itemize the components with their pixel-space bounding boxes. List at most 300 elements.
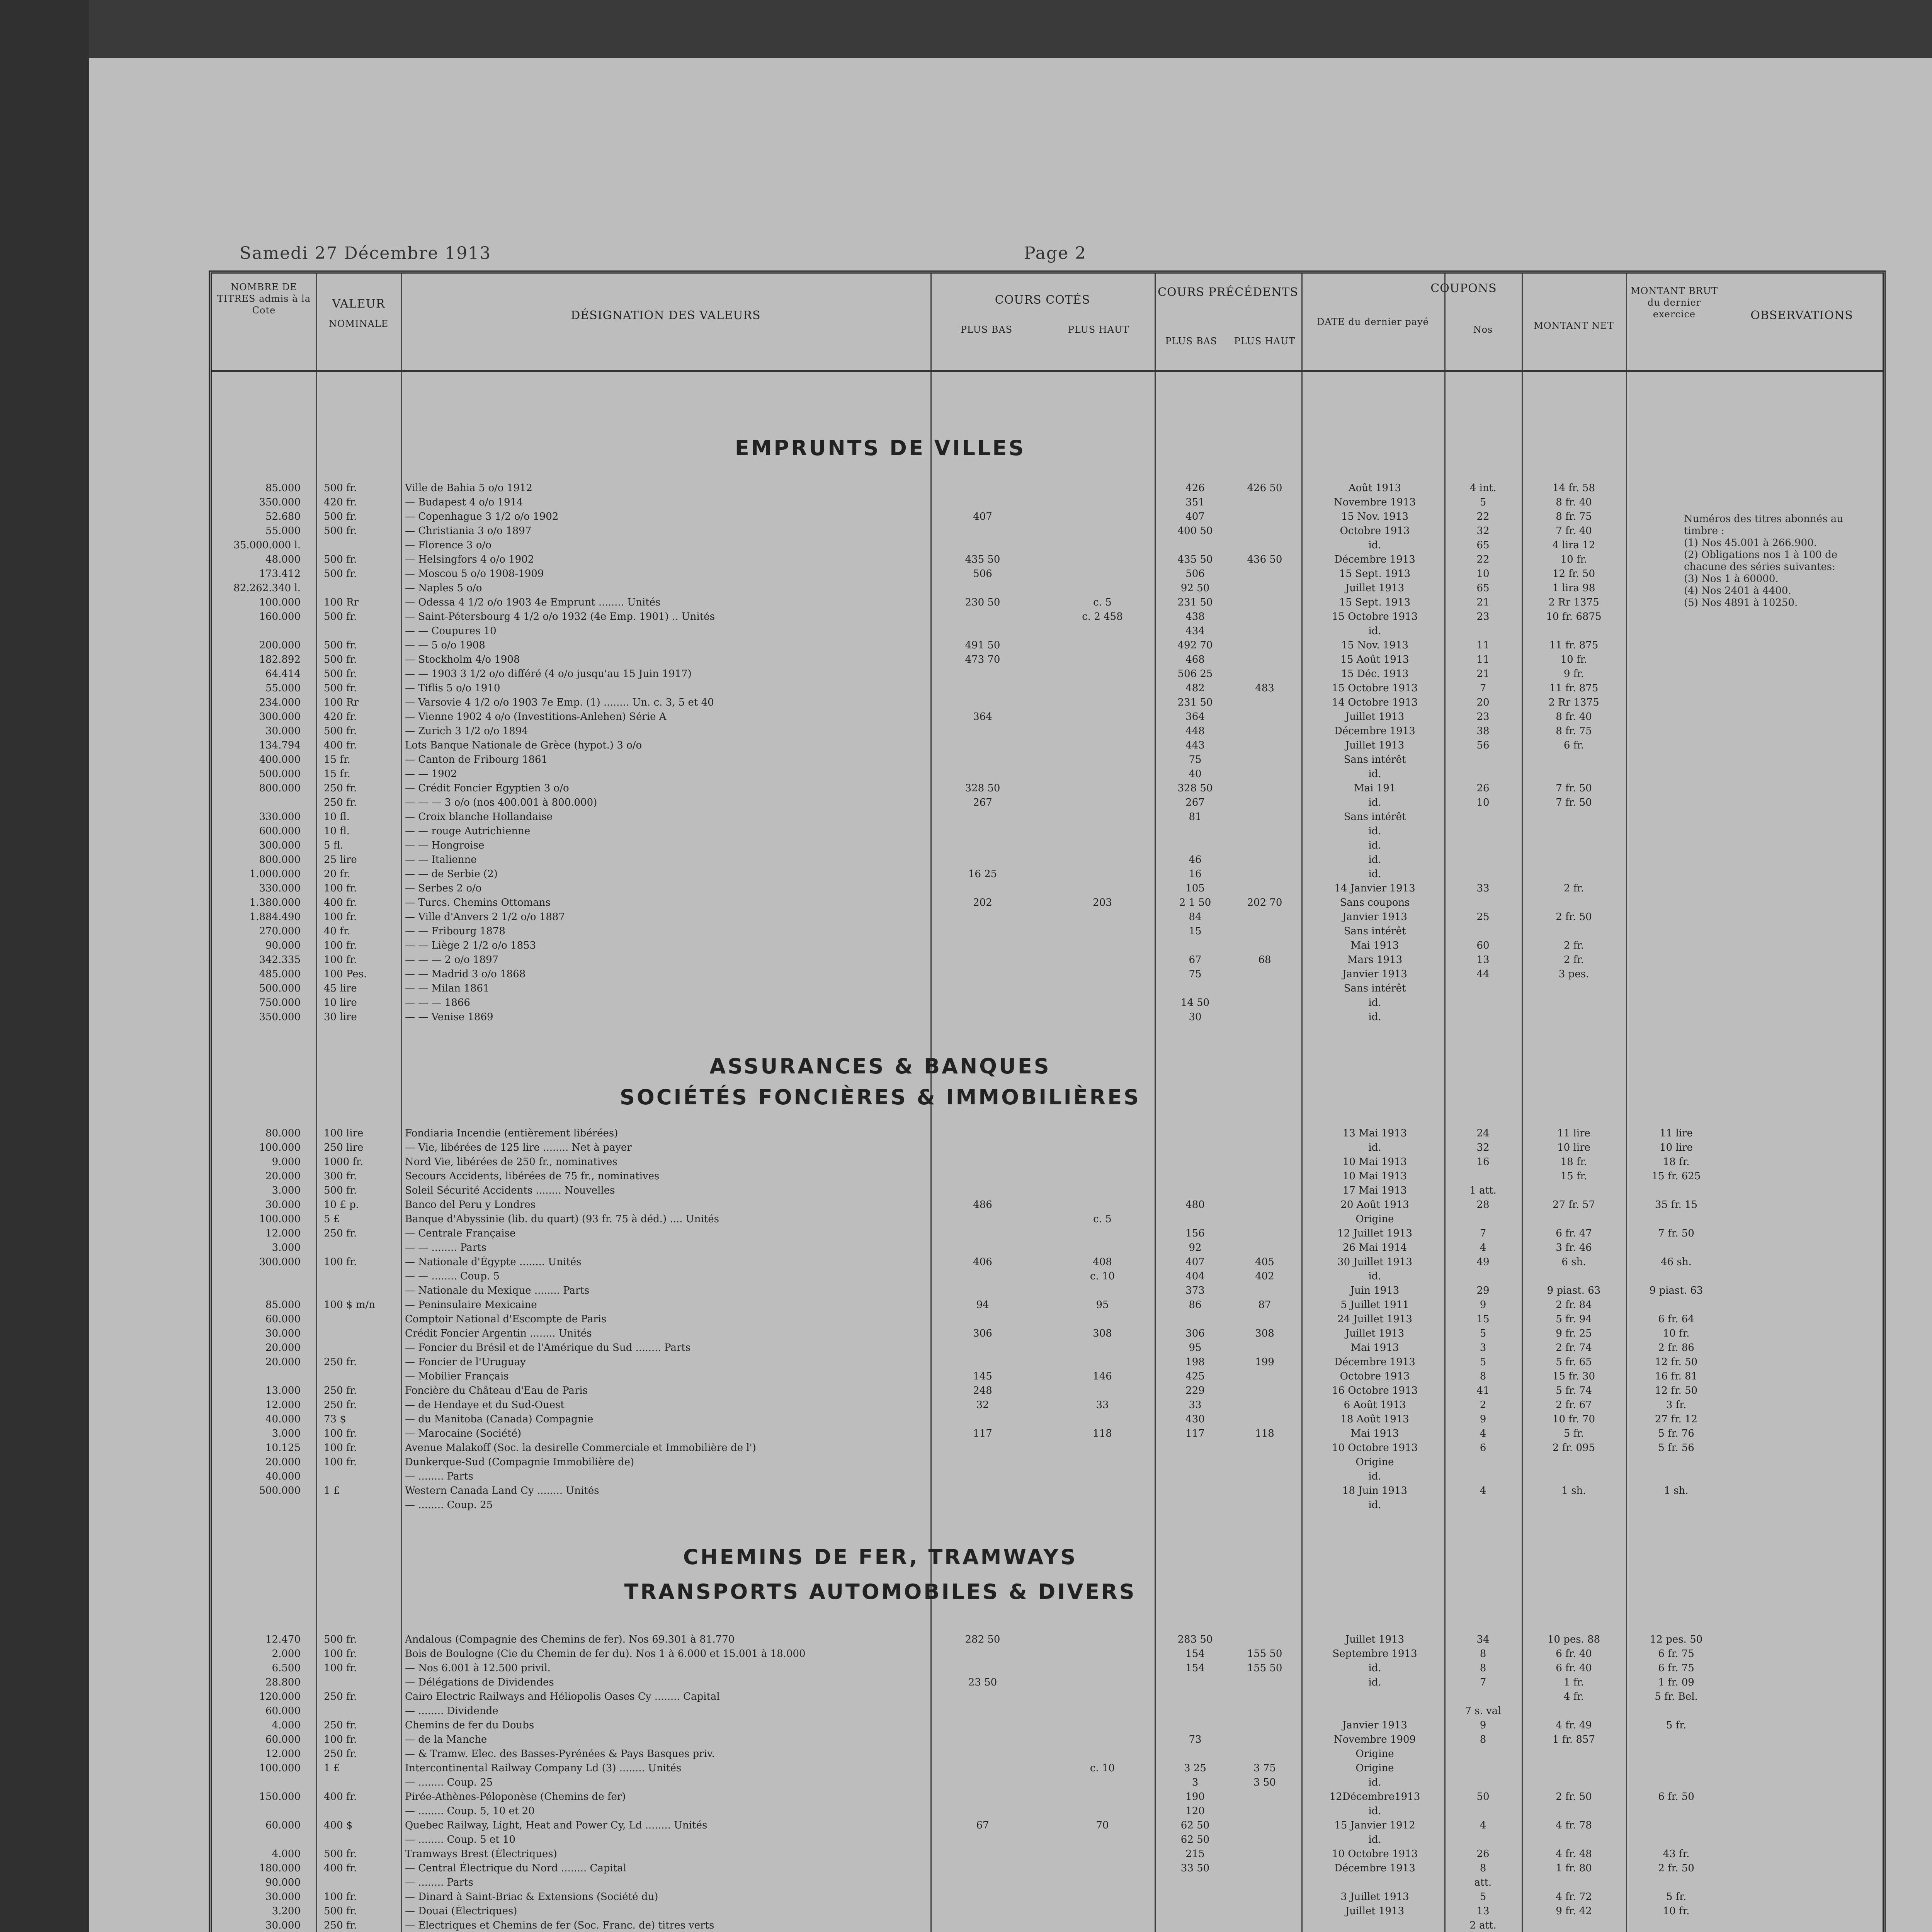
row-prec-bas: 16 <box>1189 868 1202 880</box>
row-coupon-no: 2 <box>1480 1399 1486 1411</box>
col-prec-bas: PLUS BAS <box>1165 336 1218 347</box>
row-designation: — Délégations de Dividendes <box>405 1677 554 1688</box>
table-row <box>212 911 1883 923</box>
table-row <box>212 1648 1883 1660</box>
row-nombre: 300.000 <box>259 1256 301 1268</box>
table-row <box>212 1877 1883 1888</box>
row-designation: Crédit Foncier Argentin ........ Unités <box>405 1328 592 1339</box>
row-coupon-no: 11 <box>1476 654 1490 665</box>
row-montant-brut: 7 fr. 50 <box>1658 1228 1694 1239</box>
row-coupon-date: id. <box>1368 1677 1381 1688</box>
row-designation: — de la Manche <box>405 1734 487 1745</box>
row-nombre: 30.000 <box>265 1920 301 1931</box>
row-nombre: 3.200 <box>272 1905 301 1917</box>
row-valeur: 5 £ <box>324 1213 340 1225</box>
row-prec-bas: 154 <box>1185 1648 1205 1660</box>
row-nombre: 12.470 <box>265 1634 301 1645</box>
row-valeur: 250 fr. <box>324 1356 357 1368</box>
col-nos: Nos <box>1473 324 1493 335</box>
row-designation: — Foncier du Brésil et de l'Amérique du Sud ........ Parts <box>405 1342 691 1354</box>
row-coupon-date: Mai 191 <box>1354 782 1396 794</box>
row-coupon-no: 32 <box>1476 525 1490 537</box>
row-designation: — Zurich 3 1/2 o/o 1894 <box>405 725 528 737</box>
row-coupon-no: 25 <box>1476 911 1490 923</box>
row-nombre: 60.000 <box>265 1705 301 1717</box>
row-coupon-no: 33 <box>1476 883 1490 894</box>
row-nombre: 60.000 <box>265 1820 301 1831</box>
row-valeur: 100 fr. <box>324 1256 357 1268</box>
row-prec-haut: 199 <box>1255 1356 1274 1368</box>
row-nombre: 180.000 <box>259 1862 301 1874</box>
row-designation: — Nos 6.001 à 12.500 privil. <box>405 1662 551 1674</box>
row-nombre: 40.000 <box>265 1471 301 1482</box>
row-cours-haut: 70 <box>1096 1820 1109 1831</box>
row-prec-bas: 400 50 <box>1177 525 1213 537</box>
row-montant-brut: 16 fr. 81 <box>1655 1371 1698 1382</box>
row-designation: — Copenhague 3 1/2 o/o 1902 <box>405 511 559 522</box>
row-coupon-date: id. <box>1368 1142 1381 1153</box>
row-nombre: 20.000 <box>265 1356 301 1368</box>
table-row <box>212 1862 1883 1874</box>
row-cours-bas: 506 <box>973 568 992 580</box>
row-coupon-date: 18 Juin 1913 <box>1342 1485 1407 1497</box>
row-coupon-no: 10 <box>1476 568 1490 580</box>
row-nombre: 2.000 <box>272 1648 301 1660</box>
row-coupon-no: 26 <box>1476 782 1490 794</box>
row-coupon-date: 6 Août 1913 <box>1344 1399 1406 1411</box>
row-coupon-no: 13 <box>1476 954 1490 966</box>
table-row <box>212 1662 1883 1674</box>
row-montant-net: 2 fr. 74 <box>1556 1342 1592 1354</box>
row-coupon-no: 6 <box>1480 1442 1486 1454</box>
row-valeur: 250 fr. <box>324 782 357 794</box>
row-nombre: 100.000 <box>259 1762 301 1774</box>
row-designation: — Central Électrique du Nord ........ Capital <box>405 1862 627 1874</box>
row-nombre: 200.000 <box>259 639 301 651</box>
table-row <box>212 654 1883 665</box>
row-cours-bas: 435 50 <box>965 554 1000 565</box>
row-coupon-date: Mars 1913 <box>1347 954 1403 966</box>
row-nombre: 270.000 <box>259 925 301 937</box>
row-montant-net: 6 sh. <box>1561 1256 1586 1268</box>
row-nombre: 20.000 <box>265 1456 301 1468</box>
row-designation: — — Coupures 10 <box>405 625 497 637</box>
row-nombre: 4.000 <box>272 1719 301 1731</box>
row-designation: — Vienne 1902 4 o/o (Investitions-Anlehen) Série A <box>405 711 667 723</box>
row-coupon-date: Sans coupons <box>1340 897 1410 908</box>
row-valeur: 100 fr. <box>324 1456 357 1468</box>
row-prec-bas: 120 <box>1185 1805 1205 1817</box>
table-row <box>212 539 1883 551</box>
row-montant-brut: 3 fr. <box>1666 1399 1687 1411</box>
row-cours-bas: 267 <box>973 797 992 808</box>
row-montant-net: 11 fr. 875 <box>1549 682 1599 694</box>
row-prec-haut: 202 70 <box>1247 897 1282 908</box>
row-montant-net: 10 lire <box>1557 1142 1590 1153</box>
row-valeur: 400 fr. <box>324 1862 357 1874</box>
row-coupon-date: id. <box>1368 840 1381 851</box>
table-row <box>212 1242 1883 1253</box>
col-prec-haut: PLUS HAUT <box>1234 336 1296 347</box>
row-montant-brut: 6 fr. 75 <box>1658 1648 1694 1660</box>
row-valeur: 40 fr. <box>324 925 350 937</box>
row-coupon-date: Octobre 1913 <box>1340 525 1410 537</box>
row-nombre: 500.000 <box>259 983 301 994</box>
row-designation: — Nationale d'Égypte ........ Unités <box>405 1256 582 1268</box>
row-nombre: 48.000 <box>265 554 301 565</box>
row-nombre: 3.000 <box>272 1185 301 1196</box>
row-montant-net: 1 lira 98 <box>1552 582 1595 594</box>
row-nombre: 500.000 <box>259 768 301 780</box>
table-row <box>212 754 1883 765</box>
row-prec-haut: 68 <box>1258 954 1271 966</box>
row-valeur: 100 fr. <box>324 1648 357 1660</box>
table-row <box>212 1011 1883 1023</box>
section-title: TRANSPORTS AUTOMOBILES & DIVERS <box>624 1580 1136 1604</box>
row-designation: — — Italienne <box>405 854 477 866</box>
row-cours-bas: 248 <box>973 1385 992 1396</box>
row-coupon-no: 38 <box>1476 725 1490 737</box>
row-montant-net: 9 fr. 25 <box>1556 1328 1592 1339</box>
table-row <box>212 825 1883 837</box>
table-row <box>212 1748 1883 1760</box>
row-coupon-date: Mai 1913 <box>1350 1428 1399 1439</box>
row-montant-brut: 15 fr. 625 <box>1651 1170 1701 1182</box>
row-nombre: 60.000 <box>265 1734 301 1745</box>
row-nombre: 10.125 <box>265 1442 301 1454</box>
table-row <box>212 968 1883 980</box>
table-row <box>212 1199 1883 1211</box>
row-designation: — — — 1866 <box>405 997 470 1009</box>
table-row <box>212 925 1883 937</box>
row-valeur: 10 fl. <box>324 825 350 837</box>
row-valeur: 250 fr. <box>324 1920 357 1931</box>
row-coupon-no: 10 <box>1476 797 1490 808</box>
col-valeur: VALEUR <box>332 297 385 311</box>
row-coupon-date: Juillet 1913 <box>1345 711 1405 723</box>
row-coupon-date: Novembre 1913 <box>1333 497 1416 508</box>
col-date: DATE du dernier payé <box>1317 316 1429 327</box>
row-prec-bas: 14 50 <box>1180 997 1210 1009</box>
row-coupon-date: 14 Octobre 1913 <box>1332 697 1418 708</box>
row-valeur: 100 Pes. <box>324 968 367 980</box>
row-valeur: 100 fr. <box>324 940 357 951</box>
row-designation: — Saint-Pétersbourg 4 1/2 o/o 1932 (4e Emp. 1901) .. Unités <box>405 611 715 622</box>
row-coupon-no: 8 <box>1480 1648 1486 1660</box>
table-row <box>212 1285 1883 1296</box>
row-coupon-no: 9 <box>1480 1299 1486 1311</box>
row-nombre: 3.000 <box>272 1428 301 1439</box>
row-cours-bas: 94 <box>976 1299 989 1311</box>
row-coupon-date: 10 Octobre 1913 <box>1332 1848 1418 1860</box>
row-coupon-date: id. <box>1368 1270 1381 1282</box>
row-montant-brut: 5 fr. 56 <box>1658 1442 1694 1454</box>
row-coupon-date: id. <box>1368 1011 1381 1023</box>
row-montant-net: 8 fr. 40 <box>1556 497 1592 508</box>
table-row <box>212 1342 1883 1354</box>
row-valeur: 10 fl. <box>324 811 350 823</box>
row-coupon-date: 17 Mai 1913 <box>1342 1185 1407 1196</box>
row-montant-net: 5 fr. 65 <box>1556 1356 1592 1368</box>
row-designation: — Mobilier Français <box>405 1371 509 1382</box>
row-designation: — — rouge Autrichienne <box>405 825 531 837</box>
row-prec-bas: 443 <box>1185 740 1205 751</box>
row-prec-haut: 308 <box>1255 1328 1274 1339</box>
row-cours-haut: 95 <box>1096 1299 1109 1311</box>
row-designation: Cairo Electric Railways and Héliopolis Oases Cy ........ Capital <box>405 1691 720 1702</box>
row-coupon-date: id. <box>1368 1834 1381 1845</box>
row-coupon-date: 15 Sept. 1913 <box>1339 568 1411 580</box>
row-montant-net: 1 fr. 857 <box>1552 1734 1595 1745</box>
row-valeur: 100 fr. <box>324 911 357 923</box>
row-designation: Quebec Railway, Light, Heat and Power Cy, Ld ........ Unités <box>405 1820 707 1831</box>
row-nombre: 134.794 <box>259 740 301 751</box>
row-coupon-date: 5 Juillet 1911 <box>1340 1299 1409 1311</box>
row-coupon-no: 4 <box>1480 1242 1486 1253</box>
row-prec-bas: 190 <box>1185 1791 1205 1803</box>
row-coupon-no: 60 <box>1476 940 1490 951</box>
row-montant-net: 7 fr. 40 <box>1556 525 1592 537</box>
row-montant-net: 4 fr. 72 <box>1556 1891 1592 1903</box>
row-designation: — ........ Parts <box>405 1877 473 1888</box>
row-nombre: 350.000 <box>259 497 301 508</box>
row-montant-brut: 1 fr. 09 <box>1658 1677 1694 1688</box>
row-prec-bas: 506 <box>1185 568 1205 580</box>
table-row <box>212 582 1883 594</box>
row-coupon-date: 20 Août 1913 <box>1340 1199 1409 1211</box>
row-coupon-no: 3 <box>1480 1342 1486 1354</box>
row-valeur: 500 fr. <box>324 525 357 537</box>
row-designation: — Odessa 4 1/2 o/o 1903 4e Emprunt ........ Unités <box>405 597 661 608</box>
col-plus-haut: PLUS HAUT <box>1068 324 1129 335</box>
table-row <box>212 1356 1883 1368</box>
row-montant-net: 27 fr. 57 <box>1552 1199 1595 1211</box>
row-montant-net: 6 fr. <box>1563 740 1584 751</box>
row-coupon-date: Décembre 1913 <box>1334 1862 1415 1874</box>
row-coupon-date: 15 Déc. 1913 <box>1341 668 1409 680</box>
row-coupon-date: 10 Mai 1913 <box>1342 1170 1407 1182</box>
row-valeur: 400 $ <box>324 1820 353 1831</box>
row-coupon-no: 41 <box>1476 1385 1490 1396</box>
row-cours-bas: 32 <box>976 1399 989 1411</box>
table-row <box>212 1634 1883 1645</box>
row-montant-net: 4 fr. <box>1563 1691 1584 1702</box>
row-cours-bas: 406 <box>973 1256 992 1268</box>
row-designation: — Nationale du Mexique ........ Parts <box>405 1285 590 1296</box>
row-nombre: 173.412 <box>259 568 301 580</box>
table-row <box>212 940 1883 951</box>
table-row <box>212 1777 1883 1788</box>
row-prec-bas: 154 <box>1185 1662 1205 1674</box>
row-prec-haut: 3 75 <box>1253 1762 1276 1774</box>
row-montant-brut: 9 piast. 63 <box>1649 1285 1703 1296</box>
row-designation: — Ville d'Anvers 2 1/2 o/o 1887 <box>405 911 565 923</box>
row-valeur: 400 fr. <box>324 1791 357 1803</box>
row-coupon-no: 16 <box>1476 1156 1490 1168</box>
row-montant-brut: 10 fr. <box>1663 1905 1690 1917</box>
row-designation: Pirée-Athènes-Péloponèse (Chemins de fer) <box>405 1791 626 1803</box>
row-coupon-date: 13 Mai 1913 <box>1342 1128 1407 1139</box>
row-coupon-date: Origine <box>1355 1213 1394 1225</box>
row-prec-haut: 426 50 <box>1247 482 1282 494</box>
row-prec-haut: 118 <box>1255 1428 1274 1439</box>
row-montant-net: 2 fr. 50 <box>1556 911 1592 923</box>
page-number: Page 2 <box>1024 243 1087 263</box>
table-row <box>212 1834 1883 1845</box>
row-coupon-no: 4 <box>1480 1820 1486 1831</box>
row-coupon-date: Octobre 1913 <box>1340 1371 1410 1382</box>
row-valeur: 100 Rr <box>324 597 359 608</box>
table-row <box>212 768 1883 780</box>
row-coupon-no: 26 <box>1476 1848 1490 1860</box>
table-row <box>212 725 1883 737</box>
row-designation: — Crédit Foncier Égyptien 3 o/o <box>405 782 569 794</box>
table-row <box>212 682 1883 694</box>
col-cours-precedents: COURS PRÉCÉDENTS <box>1158 286 1298 299</box>
row-designation: Banque d'Abyssinie (lib. du quart) (93 fr. 75 à déd.) .... Unités <box>405 1213 719 1225</box>
row-coupon-date: Décembre 1913 <box>1334 725 1415 737</box>
row-coupon-date: 16 Octobre 1913 <box>1332 1385 1418 1396</box>
row-nombre: 40.000 <box>265 1413 301 1425</box>
table-row <box>212 1256 1883 1268</box>
row-designation: — — ........ Parts <box>405 1242 486 1253</box>
row-montant-net: 2 fr. <box>1563 940 1584 951</box>
row-coupon-no: 21 <box>1476 668 1490 680</box>
row-cours-bas: 364 <box>973 711 992 723</box>
row-valeur: 30 lire <box>324 1011 357 1023</box>
row-montant-net: 2 fr. <box>1563 954 1584 966</box>
row-montant-net: 4 lira 12 <box>1552 539 1595 551</box>
row-valeur: 73 $ <box>324 1413 346 1425</box>
row-designation: — & Tramw. Elec. des Basses-Pyrénées & Pays Basques priv. <box>405 1748 715 1760</box>
table-row <box>212 597 1883 608</box>
row-nombre: 160.000 <box>259 611 301 622</box>
row-montant-net: 3 pes. <box>1558 968 1589 980</box>
row-designation: — Turcs. Chemins Ottomans <box>405 897 551 908</box>
row-designation: — Vie, libérées de 125 lire ........ Net à payer <box>405 1142 632 1153</box>
row-coupon-date: Origine <box>1355 1762 1394 1774</box>
row-designation: Foncière du Château d'Eau de Paris <box>405 1385 588 1396</box>
row-coupon-date: id. <box>1368 1777 1381 1788</box>
row-designation: Banco del Peru y Londres <box>405 1199 536 1211</box>
row-nombre: 60.000 <box>265 1313 301 1325</box>
row-montant-net: 5 fr. 74 <box>1556 1385 1592 1396</box>
table-row <box>212 1299 1883 1311</box>
col-nombre: NOMBRE DE TITRES admis à la Cote <box>217 282 311 316</box>
row-montant-net: 10 fr. <box>1560 654 1587 665</box>
row-prec-bas: 435 50 <box>1177 554 1213 565</box>
row-designation: Avenue Malakoff (Soc. la desirelle Commerciale et Immobilière de l') <box>405 1442 756 1454</box>
row-cours-haut: 308 <box>1093 1328 1112 1339</box>
row-prec-bas: 306 <box>1185 1328 1205 1339</box>
row-valeur: 15 fr. <box>324 754 350 765</box>
table-row <box>212 782 1883 794</box>
row-prec-bas: 434 <box>1185 625 1205 637</box>
row-nombre: 64.414 <box>265 668 301 680</box>
row-coupon-date: id. <box>1368 1805 1381 1817</box>
row-designation: Fondiaria Incendie (entièrement libérées) <box>405 1128 618 1139</box>
row-valeur: 20 fr. <box>324 868 350 880</box>
table-row <box>212 1385 1883 1396</box>
row-montant-brut: 43 fr. <box>1663 1848 1690 1860</box>
row-designation: — — Fribourg 1878 <box>405 925 505 937</box>
row-coupon-no: 13 <box>1476 1905 1490 1917</box>
row-montant-net: 10 fr. <box>1560 554 1587 565</box>
row-coupon-date: 15 Sept. 1913 <box>1339 597 1411 608</box>
row-coupon-no: 4 int. <box>1469 482 1497 494</box>
row-prec-bas: 430 <box>1185 1413 1205 1425</box>
col-valeur-sub: NOMINALE <box>328 318 389 329</box>
table-row <box>212 1313 1883 1325</box>
row-prec-bas: 3 25 <box>1184 1762 1206 1774</box>
table-row <box>212 1762 1883 1774</box>
row-valeur: 250 fr. <box>324 1691 357 1702</box>
row-nombre: 100.000 <box>259 1142 301 1153</box>
row-cours-bas: 282 50 <box>965 1634 1000 1645</box>
row-coupon-date: Septembre 1913 <box>1332 1648 1417 1660</box>
row-coupon-date: Juin 1913 <box>1350 1285 1400 1296</box>
row-coupon-date: 15 Octobre 1913 <box>1332 682 1418 694</box>
table-row <box>212 1185 1883 1196</box>
table-row <box>212 1428 1883 1439</box>
row-coupon-date: 15 Janvier 1912 <box>1334 1820 1415 1831</box>
row-montant-net: 4 fr. 78 <box>1556 1820 1592 1831</box>
row-montant-net: 6 fr. 47 <box>1556 1228 1592 1239</box>
row-cours-bas: 328 50 <box>965 782 1000 794</box>
row-prec-bas: 425 <box>1185 1371 1205 1382</box>
col-coupons: COUPONS <box>1430 282 1497 295</box>
row-prec-bas: 62 50 <box>1180 1834 1210 1845</box>
table-row <box>212 1270 1883 1282</box>
row-prec-haut: 436 50 <box>1247 554 1282 565</box>
row-nombre: 35.000.000 l. <box>233 539 301 551</box>
row-montant-brut: 10 fr. <box>1663 1328 1690 1339</box>
row-coupon-no: 9 <box>1480 1719 1486 1731</box>
row-nombre: 82.262.340 l. <box>233 582 301 594</box>
row-nombre: 1.000.000 <box>249 868 301 880</box>
row-prec-bas: 407 <box>1185 1256 1205 1268</box>
table-row <box>212 1905 1883 1917</box>
row-coupon-date: Novembre 1909 <box>1333 1734 1416 1745</box>
table-row <box>212 1456 1883 1468</box>
row-nombre: 85.000 <box>265 482 301 494</box>
row-coupon-date: 18 Août 1913 <box>1340 1413 1409 1425</box>
header-rule <box>212 370 1883 372</box>
row-cours-haut: c. 10 <box>1090 1762 1115 1774</box>
row-montant-net: 11 fr. 875 <box>1549 639 1599 651</box>
table-row <box>212 1734 1883 1745</box>
row-designation: — — de Serbie (2) <box>405 868 498 880</box>
row-cours-haut: 118 <box>1093 1428 1112 1439</box>
table-row <box>212 639 1883 651</box>
row-cours-bas: 407 <box>973 511 992 522</box>
row-designation: — — Hongroise <box>405 840 485 851</box>
row-prec-bas: 81 <box>1189 811 1202 823</box>
row-cours-bas: 117 <box>973 1428 992 1439</box>
row-coupon-date: 12Décembre1913 <box>1329 1791 1420 1803</box>
row-coupon-no: 34 <box>1476 1634 1490 1645</box>
row-designation: Soleil Sécurité Accidents ........ Nouvelles <box>405 1185 615 1196</box>
row-montant-net: 7 fr. 50 <box>1556 797 1592 808</box>
row-montant-net: 2 fr. 84 <box>1556 1299 1592 1311</box>
col-designation: DÉSIGNATION DES VALEURS <box>571 309 761 322</box>
row-nombre: 300.000 <box>259 840 301 851</box>
table-row <box>212 997 1883 1009</box>
table-row <box>212 1705 1883 1717</box>
row-prec-bas: 33 <box>1189 1399 1202 1411</box>
row-nombre: 9.000 <box>272 1156 301 1168</box>
row-cours-haut: 203 <box>1093 897 1112 908</box>
